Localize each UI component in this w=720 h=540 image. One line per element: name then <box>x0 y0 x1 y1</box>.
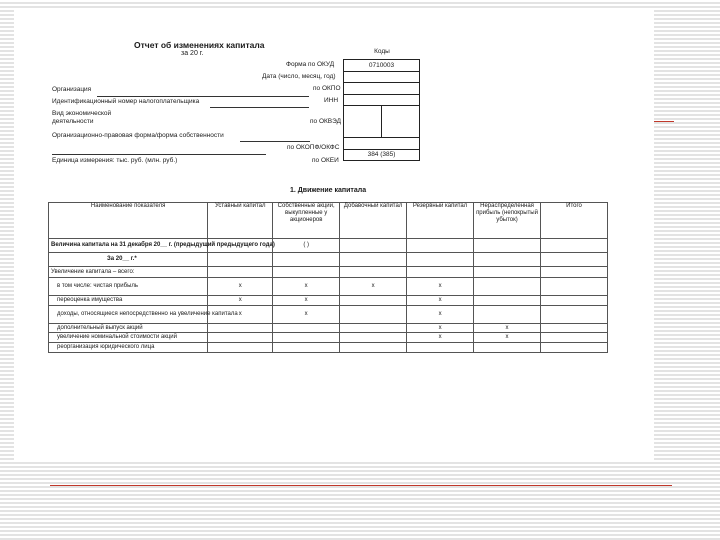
label-okud: Форма по ОКУД <box>286 61 335 68</box>
col-own-shares: Собственные акции, выкупленные у акционеров <box>273 203 340 239</box>
taxpayer-id-label: Идентификационный номер налогоплательщика <box>52 98 200 105</box>
col-reserve-capital: Резервный капитал <box>407 203 474 239</box>
label-okei: по ОКЕИ <box>312 157 339 164</box>
organization-line <box>97 96 309 97</box>
col-charter-capital: Уставный капитал <box>208 203 273 239</box>
table-row: переоценка имущества х х х <box>49 296 608 306</box>
label-okved: по ОКВЭД <box>310 118 341 125</box>
table-row: увеличение номинальной стоимости акций х х <box>49 333 608 343</box>
unit-label: Единица измерения: тыс. руб. (млн. руб.) <box>52 157 178 164</box>
activity-label-1: Вид экономической <box>52 110 112 117</box>
accent-line-short <box>654 121 674 122</box>
label-date: Дата (число, месяц, год) <box>262 73 336 80</box>
code-okud: 0710003 <box>344 60 420 72</box>
organization-label: Организация <box>52 86 92 93</box>
codes-header: Коды <box>374 48 390 55</box>
legal-form-label: Организационно-правовая форма/форма собственности <box>52 132 224 139</box>
col-retained-earnings: Нераспределенная прибыль (непокрытый убыток) <box>474 203 541 239</box>
table-row: За 20__ г.* <box>49 253 608 267</box>
legal-form-line-2 <box>52 154 266 155</box>
legal-form-line <box>240 141 310 142</box>
table-header-row <box>49 203 608 239</box>
taxpayer-id-line <box>210 107 309 108</box>
table-row: в том числе: чистая прибыль х х х х <box>49 278 608 296</box>
accent-line-bottom <box>50 485 672 486</box>
col-additional-capital: Добавочный капитал <box>340 203 407 239</box>
table-row: дополнительный выпуск акций х х <box>49 324 608 333</box>
label-inn: ИНН <box>324 97 339 104</box>
col-total: Итого <box>541 203 608 239</box>
table-row: Величина капитала на 31 декабря 20__ г. (предыдущий предыдущего года) ( ) <box>49 239 608 253</box>
report-title: Отчет об изменениях капитала <box>134 40 265 50</box>
code-okei: 384 (385) <box>344 149 420 161</box>
activity-label-2: деятельности <box>52 118 94 125</box>
code-inn <box>344 94 420 106</box>
capital-movement-table <box>48 202 608 353</box>
code-okopf <box>344 138 420 150</box>
table-row: Увеличение капитала – всего: <box>49 267 608 278</box>
label-okpo: по ОКПО <box>313 85 341 92</box>
report-period: за 20 г. <box>181 50 204 57</box>
table-row: реорганизация юридического лица <box>49 343 608 353</box>
okved-divider <box>381 106 382 138</box>
table-row: доходы, относящиеся непосредственно на увеличение капитала х х х <box>49 306 608 324</box>
col-indicator: Наименование показателя <box>49 203 208 239</box>
label-okopf: по ОКОПФ/ОКФС <box>287 144 340 151</box>
code-okpo <box>344 83 420 95</box>
section-title: 1. Движение капитала <box>290 187 367 194</box>
code-date <box>344 71 420 83</box>
